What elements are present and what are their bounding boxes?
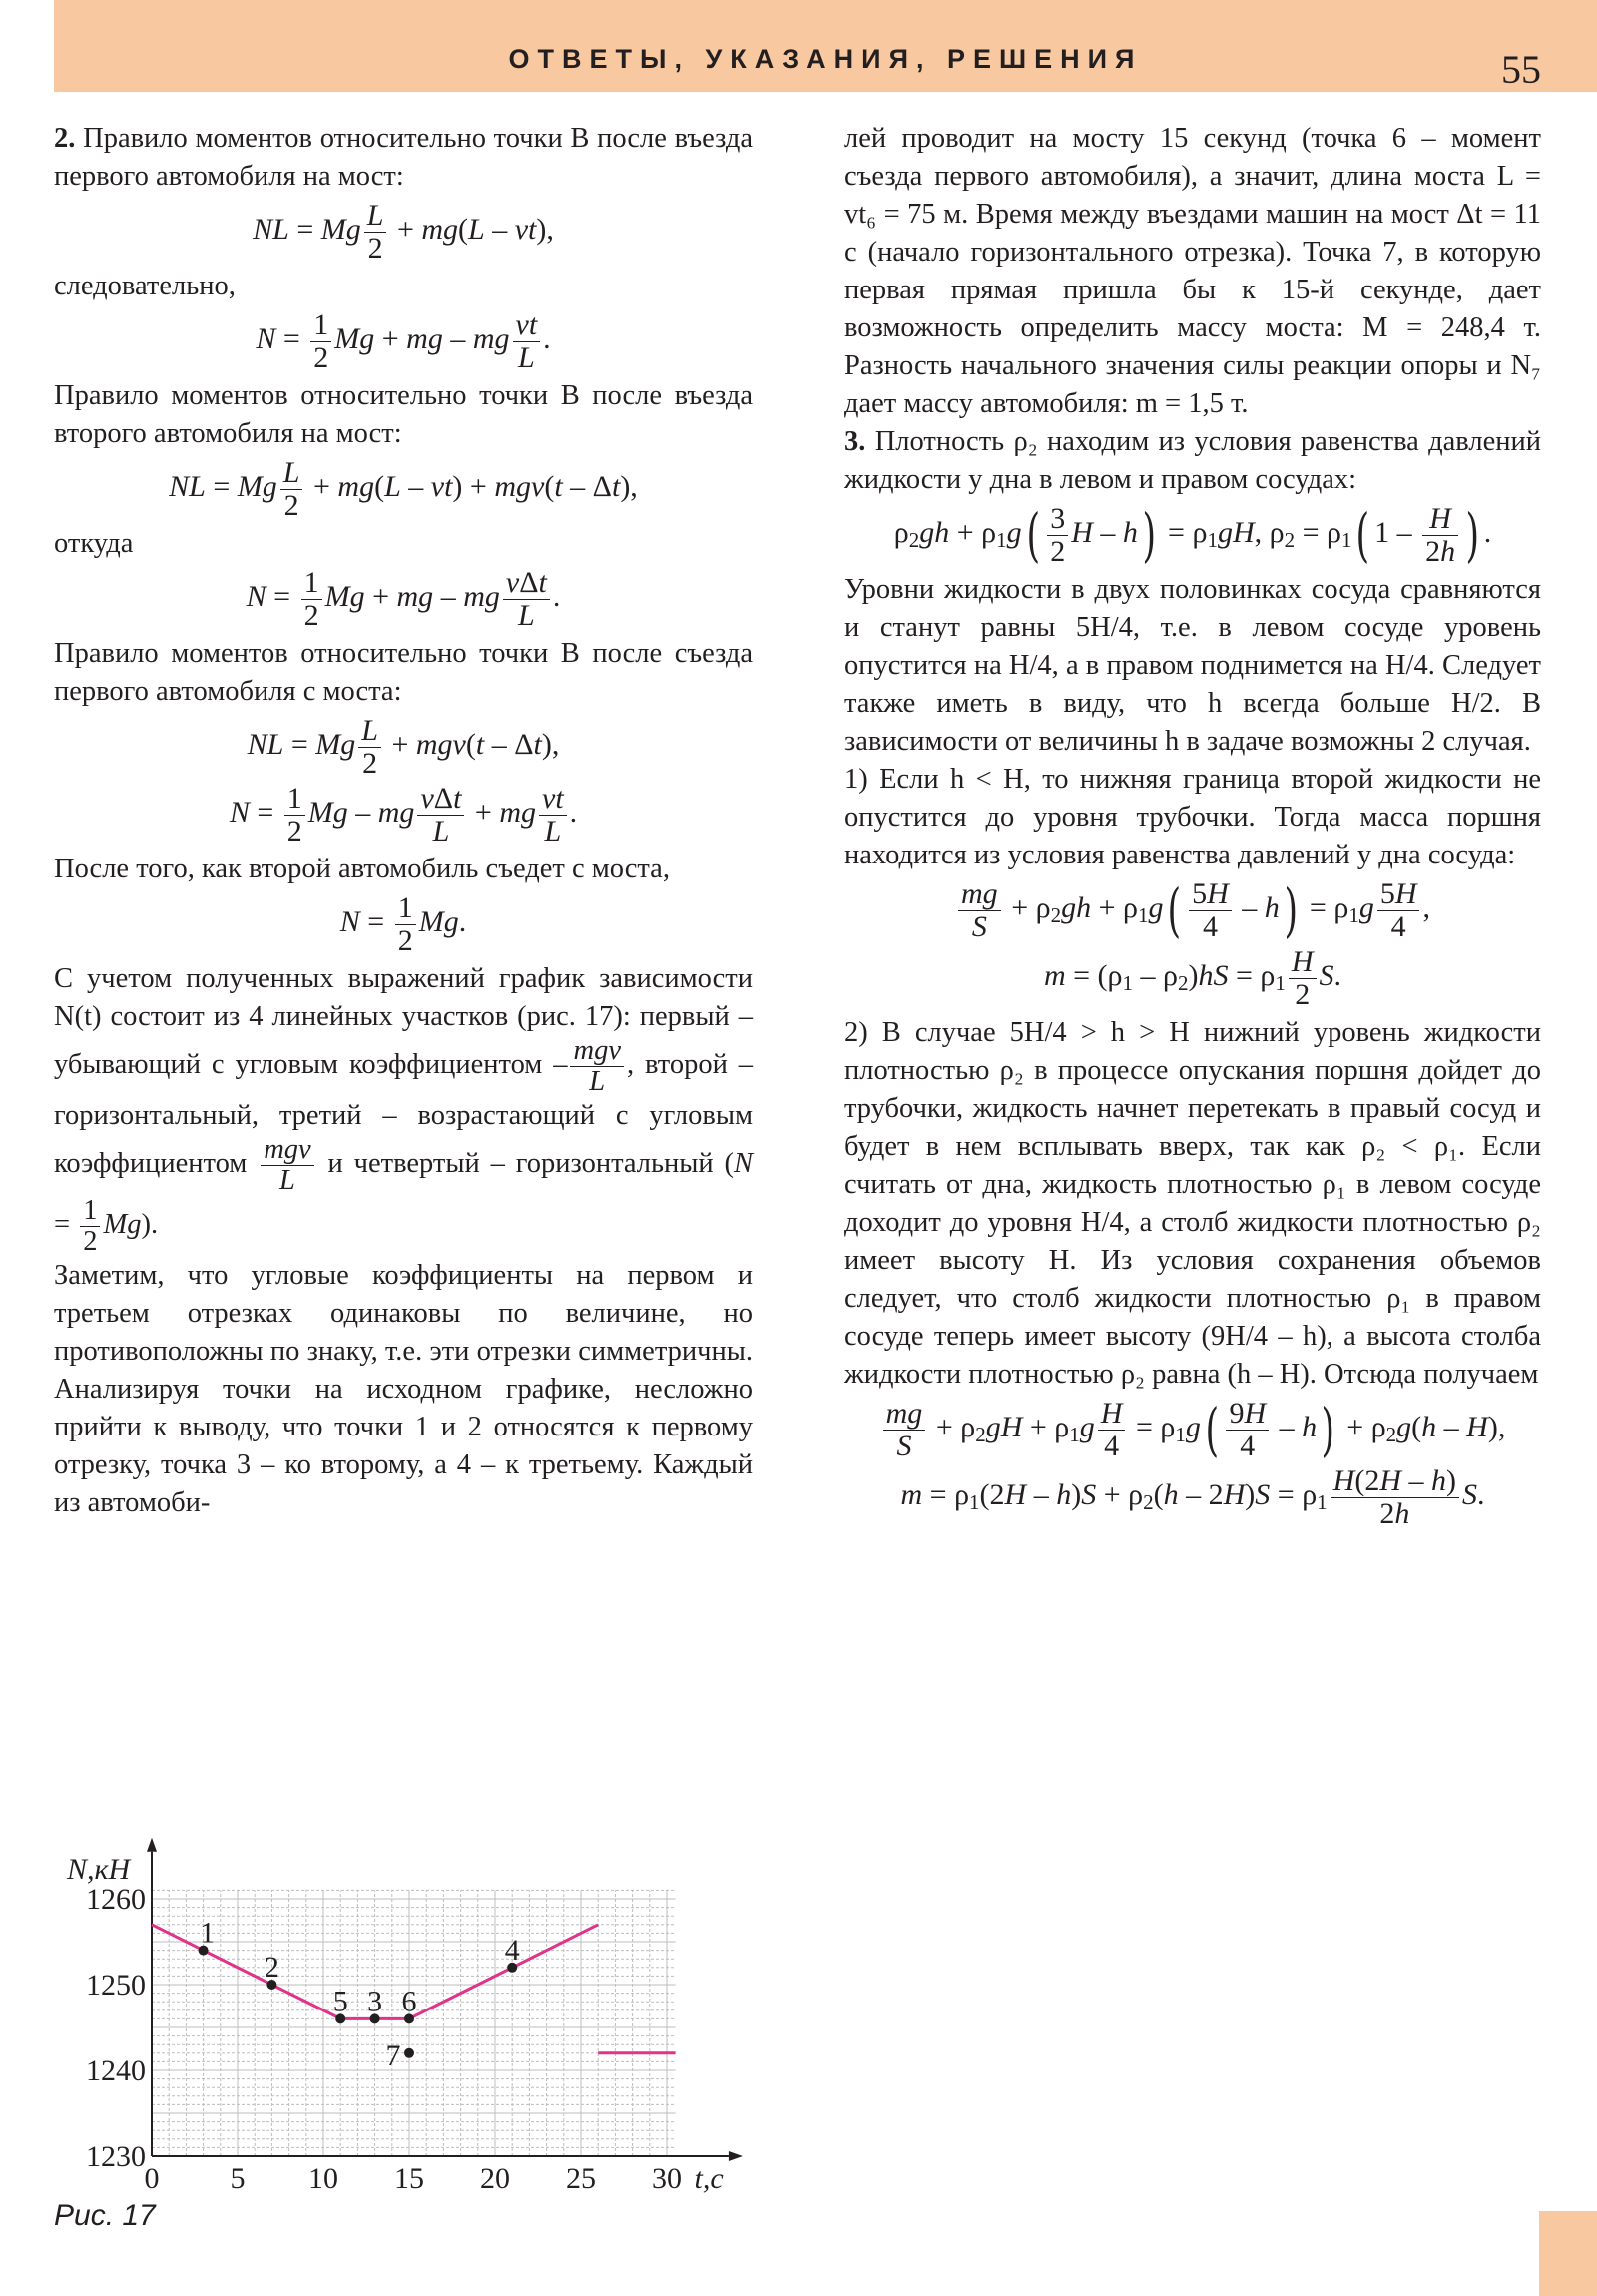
- left-para-6: Заметим, что угловые коэффициенты на первом и третьем отрезках одинаковы по величине, но противоположны по знаку, т.е. эти отрезки симметричны. Анализируя точки на исходном графике, несложно прийти к выводу, что точки 1 и 2 относятся к первому отрезку, точка 3 – ко второму, а 4 – к третьему. Каждый из автомоби-: [54, 1259, 753, 1518]
- y-tick-label: 1250: [86, 1969, 146, 2002]
- equation-2: N = $\frac{1}{2}$ Mg + mg – mg $\frac{vt}{L}$ .: [256, 308, 551, 374]
- data-point-label-5: 5: [332, 1985, 348, 2018]
- data-point-label-6: 6: [401, 1985, 417, 2018]
- equation-1: NL = Mg $\frac{L}{2}$ + mg(L – vt),: [253, 199, 554, 265]
- right-para-4: 1) Если h < H, то нижняя граница второй жидкости не опустится до уровня трубочки. Тогда масса поршня находится из условия равенства давлений у дна сосуда:: [844, 764, 1541, 870]
- x-tick-label: 5: [230, 2162, 246, 2195]
- running-head: ОТВЕТЫ, УКАЗАНИЯ, РЕШЕНИЯ: [508, 44, 1143, 74]
- left-word-1: следовательно,: [54, 271, 236, 301]
- left-para-4: После того, как второй автомобиль съедет с моста,: [54, 854, 670, 884]
- equation-10: $m = (\rho_1 - \rho_2)hS = \rho_1$ $\frac{H}{2}$ S.: [1043, 945, 1342, 1011]
- figure-caption: Рис. 17: [54, 2199, 156, 2232]
- equation-7: N = $\frac{1}{2}$ Mg.: [339, 891, 467, 957]
- data-point-label-2: 2: [264, 1951, 279, 1984]
- equation-12: $m = \rho_1(2H - h)S + \rho_2(h - 2H)S = \rho_1$ $\frac{H(2H - h)}{2h}$ S.: [900, 1464, 1485, 1530]
- left-para-1: 2. Правило моментов относительно точки B после въезда первого автомобиля на мост:: [54, 123, 753, 192]
- data-point-7: [404, 2048, 414, 2058]
- equation-9: $\frac{mg}{S}$ + $\rho_2gh + \rho_1g$( $\frac{5H}{4}$ – $h) = \rho_1g$ $\frac{5H}{4}$ ,: [844, 878, 1541, 942]
- data-point-label-3: 3: [367, 1985, 383, 2018]
- right-column: [844, 120, 1541, 1533]
- x-axis-label: t,с: [694, 2162, 724, 2195]
- x-tick-label: 30: [652, 2162, 682, 2195]
- equation-4: N = $\frac{1}{2}$ Mg + mg – mg $\frac{\text{vΔt}}{L}$ .: [246, 566, 561, 632]
- x-axis-arrow: [729, 2151, 743, 2161]
- right-para-2: 3. Плотность ρ₂ находим из условия равенства давлений жидкости у дна в левом и правом сосудах:: [844, 426, 1542, 495]
- page-header: [54, 0, 1597, 92]
- equation-11: $\frac{mg}{S}$ + $\rho_2gH + \rho_1g$ $\frac{H}{4}$ = $\rho_1g$( $\frac{9H}{4}$ – $h) + \rho_2g(h - H)$,: [844, 1398, 1541, 1461]
- x-tick-label: 10: [308, 2162, 338, 2195]
- x-tick-label: 25: [566, 2162, 596, 2195]
- y-tick-label: 1240: [86, 2054, 146, 2087]
- y-tick-label: 1260: [86, 1883, 146, 1916]
- right-para-3: Уровни жидкости в двух половинках сосуда сравняются и станут равны 5H/4, т.е. в левом сосуде уровень опустится на H/4, а в правом поднимется на H/4. Следует также иметь в виду, что h всегда больше H/2. В зависимости от величины h в задаче возможны 2 случая.: [844, 574, 1541, 757]
- y-tick-label: 1230: [86, 2140, 146, 2173]
- y-axis-arrow: [147, 1838, 157, 1852]
- data-point-label-1: 1: [200, 1916, 216, 1950]
- x-tick-label: 15: [394, 2162, 424, 2195]
- y-axis-label: N,кН: [67, 1852, 131, 1886]
- equation-3: NL = Mg $\frac{L}{2}$ + mg(L – vt) + mgv(t – Δt),: [169, 456, 638, 522]
- left-para-5: С учетом полученных выражений график зависимости N(t) состоит из 4 линейных участков (рис. 17): первый – убывающий с угловым коэффициентом – $\frac{\text{mgv}}{L}$ , второй – горизонтальный, третий – возрастающий с угловым коэффициентом $\frac{\text{mgv}}{L}$ и четвертый – горизонтальный (N = $\frac{1}{2}$ Mg).: [54, 963, 754, 1257]
- figure-17-chart: [30, 1812, 749, 2201]
- data-point-label-7: 7: [385, 2038, 401, 2072]
- equation-6: N = $\frac{1}{2}$ Mg – mg $\frac{\text{vΔt}}{L}$ + mg $\frac{vt}{L}$ .: [229, 782, 578, 848]
- corner-tab: [1539, 2211, 1597, 2296]
- left-word-2: откуда: [54, 528, 134, 559]
- x-tick-label: 0: [144, 2162, 160, 2195]
- data-point-label-4: 4: [504, 1933, 520, 1967]
- equation-5: NL = Mg $\frac{L}{2}$ + mgv(t – Δt),: [247, 714, 560, 780]
- page-number: 55: [1501, 47, 1541, 92]
- right-para-5: 2) В случае 5H/4 > h > H нижний уровень жидкости плотностью ρ₂ в процессе опускания поршня дойдет до трубочки, жидкость начнет перетекать в правый сосуд и будет в нем всплывать вверх, так как ρ₂ < ρ₁. Если считать от дна, жидкость плотностью ρ₁ в левом сосуде доходит до уровня H/4, а столб жидкости плотностью ρ₂ имеет высоту H. Из условия сохранения объемов следует, что столб жидкости плотностью ρ₁ в правом сосуде теперь имеет высоту (9H/4 – h), а высота столба жидкости плотностью ρ₂ равна (h – H). Отсюда получаем: [844, 1017, 1541, 1390]
- equation-8: $\rho_2gh + \rho_1g$( $\frac{3}{2}$ $H - h) = \rho_1gH$, $\rho_2 = \rho_1$( 1 – $\frac{H}{2h}$ ) .: [893, 501, 1492, 569]
- left-column: [54, 120, 753, 1522]
- left-para-3: Правило моментов относительно точки B после съезда первого автомобиля с моста:: [54, 638, 753, 707]
- x-tick-label: 20: [480, 2162, 510, 2195]
- left-para-2: Правило моментов относительно точки B после въезда второго автомобиля на мост:: [54, 380, 753, 449]
- right-para-1: лей проводит на мосту 15 секунд (точка 6 – момент съезда первого автомобиля), а значит, длина моста L = vt₆ = 75 м. Время между въездами машин на мост Δt = 11 с (начало горизонтального отрезка). Точка 7, в которую первая прямая пришла бы к 15-й секунде, дает возможность определить массу моста: M = 248,4 т. Разность начального значения силы реакции опоры и N₇ дает массу автомобиля: m = 1,5 т.: [844, 123, 1541, 419]
